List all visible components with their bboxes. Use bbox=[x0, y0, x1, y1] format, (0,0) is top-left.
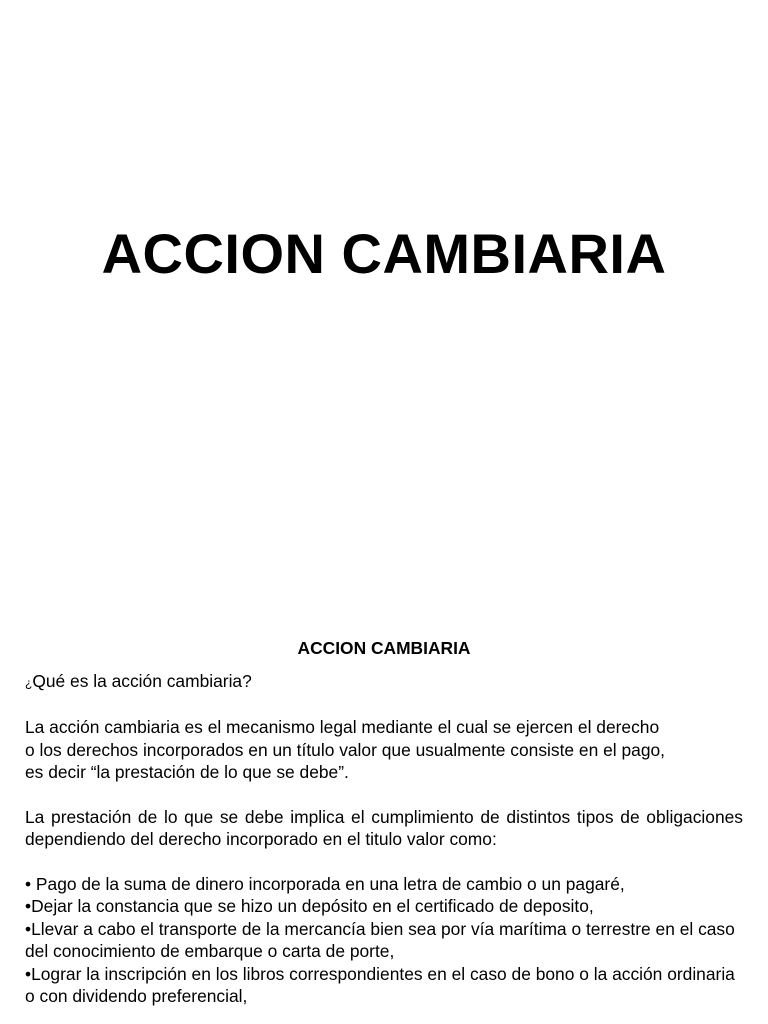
obligations-paragraph: La prestación de lo que se debe implica el cumplimiento de distintos tipos de obligaciones dependiendo del derecho incorporado en el titulo valor como: bbox=[25, 806, 743, 849]
question-line bbox=[25, 670, 743, 695]
obligations-list bbox=[25, 873, 743, 1008]
list-item: • Pago de la suma de dinero incorporada en una letra de cambio o un pagaré, bbox=[25, 873, 625, 894]
cover-title: ACCION CAMBIARIA bbox=[101, 222, 667, 285]
list-item: •Llevar a cabo el transporte de la mercancía bien sea por vía marítima o terrestre en el caso del conocimiento de embarque o carta de porte, bbox=[25, 918, 735, 961]
section-heading: ACCION CAMBIARIA bbox=[297, 638, 471, 658]
document-section bbox=[25, 637, 743, 1008]
definition-line: La acción cambiaria es el mecanismo legal mediante el cual se ejercen el derecho bbox=[25, 717, 660, 737]
definition-line: o los derechos incorporados en un título valor que usualmente consiste en el pago, bbox=[25, 739, 665, 760]
list-item: •Dejar la constancia que se hizo un depósito en el certificado de deposito, bbox=[25, 896, 594, 916]
list-item: •Lograr la inscripción en los libros correspondientes en el caso de bono o la acción ordinaria o con dividendo preferencial, bbox=[25, 963, 735, 1006]
definition-line: es decir “la prestación de lo que se debe”. bbox=[25, 762, 349, 782]
definition-paragraph bbox=[25, 716, 743, 784]
question-text: Qué es la acción cambiaria? bbox=[32, 670, 252, 691]
question-mark: ¿ bbox=[25, 675, 33, 690]
